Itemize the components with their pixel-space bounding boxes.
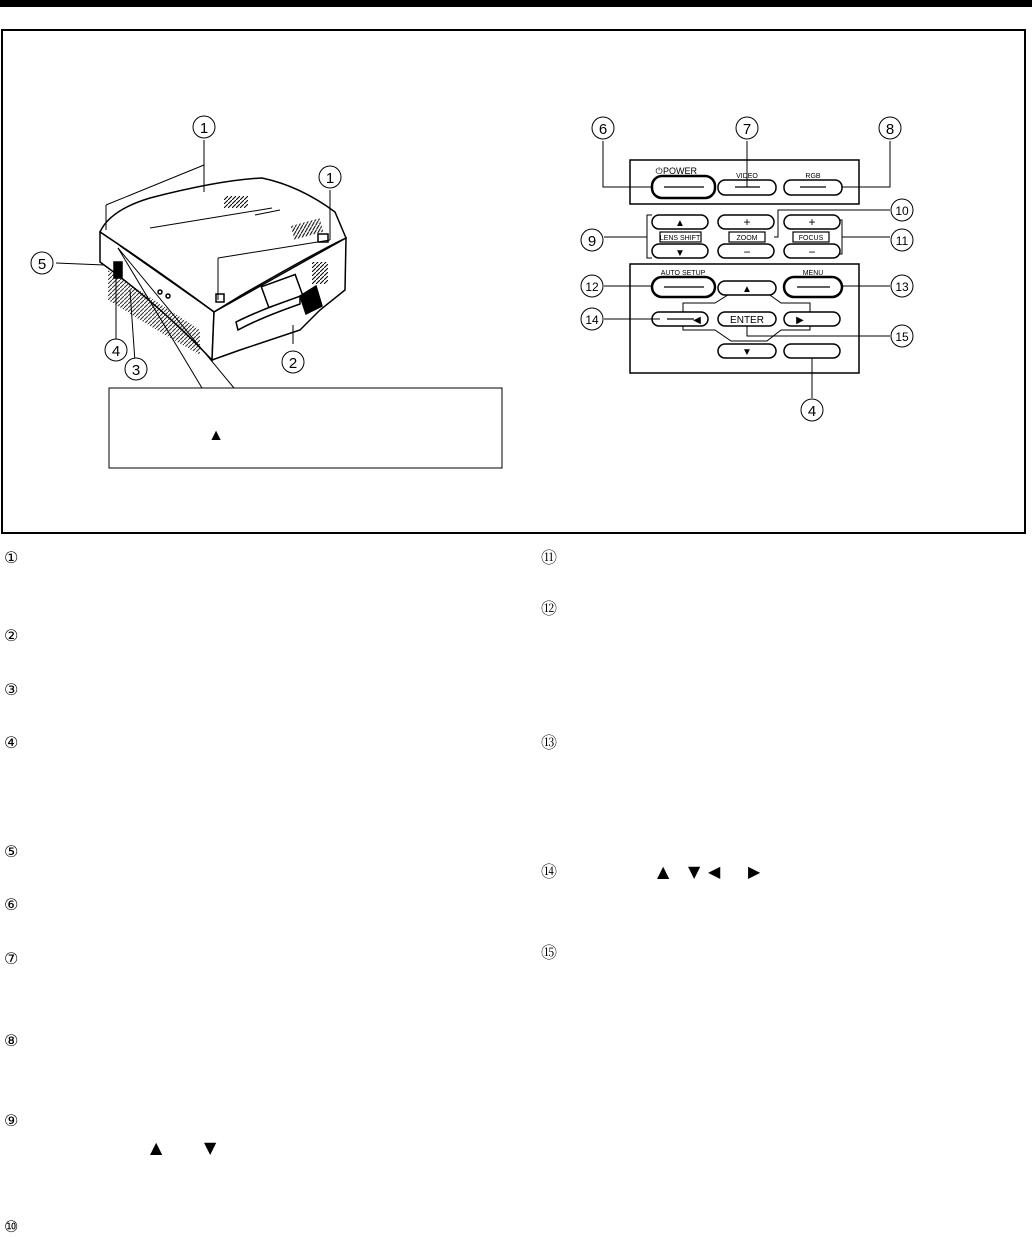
legend-14-down-icon: ▼ [688,862,701,881]
callout-7: 7 [742,121,752,138]
callout-15: 15 [895,330,909,344]
callout-9: 9 [587,233,597,250]
lens-up-icon: ▲ [675,218,685,229]
projector-illustration [100,178,346,360]
zoom-label: ZOOM [736,235,758,242]
callout-14: 14 [585,313,599,327]
menu-right-icon: ▶ [796,315,804,326]
legend-9: ⑨ [4,1111,19,1130]
legend-2: ② [4,626,19,645]
menu-down-icon: ▼ [742,347,752,358]
callout-13: 13 [895,280,909,294]
lens-down-icon: ▼ [675,248,685,259]
focus-plus: + [808,215,816,229]
callout-4-projector: 4 [111,343,121,360]
legend-10: ⑩ [4,1217,19,1236]
lens-shift-label: LENS SHIFT [659,235,701,242]
callout-10: 10 [895,204,909,218]
callout-2: 2 [288,355,298,372]
legend-1: ① [4,548,19,567]
menu-label: MENU [802,270,824,277]
menu-up-icon: ▲ [742,284,752,295]
legend-9-down-icon: ▼ [204,1138,217,1157]
callout-12: 12 [585,280,599,294]
legend-5: ⑤ [4,842,19,861]
legend-13: ⑬ [541,733,558,752]
power-symbol-icon: ⏻ [655,166,663,176]
video-label: VIDEO [736,173,758,180]
rgb-label: RGB [805,173,821,180]
enter-label: ENTER [730,315,764,326]
focus-label: FOCUS [798,235,824,242]
callout-5: 5 [37,256,47,273]
zoom-plus: + [743,215,751,229]
legend-8: ⑧ [4,1031,19,1050]
callout-1-top: 1 [199,120,209,137]
legend-9-up-icon: ▲ [150,1138,163,1157]
callout-6: 6 [598,121,608,138]
legend-15: ⑮ [541,943,558,962]
callout-1-right: 1 [325,170,335,187]
legend-14-left-icon: ◀ [708,862,721,881]
legend-14-up-icon: ▲ [657,862,670,881]
legend-11: ⑪ [541,548,558,567]
legend-14: ⑭ [541,862,558,881]
focus-minus: − [808,245,816,259]
legend-3: ③ [4,680,19,699]
legend-6: ⑥ [4,895,19,914]
callout-11: 11 [895,234,909,248]
callout-8: 8 [885,121,895,138]
legend-7: ⑦ [4,949,19,968]
menu-left-icon: ◀ [693,315,701,326]
callout-3: 3 [131,362,141,379]
power-label: POWER [662,166,698,176]
auto-setup-label: AUTO SETUP [660,270,706,277]
legend-12: ⑫ [541,599,558,618]
note-box [109,388,502,468]
legend-4: ④ [4,733,19,752]
callout-4-panel: 4 [807,403,817,420]
zoom-minus: − [743,245,751,259]
note-up-icon: ▲ [208,427,224,444]
legend-14-right-icon: ▶ [748,862,761,881]
